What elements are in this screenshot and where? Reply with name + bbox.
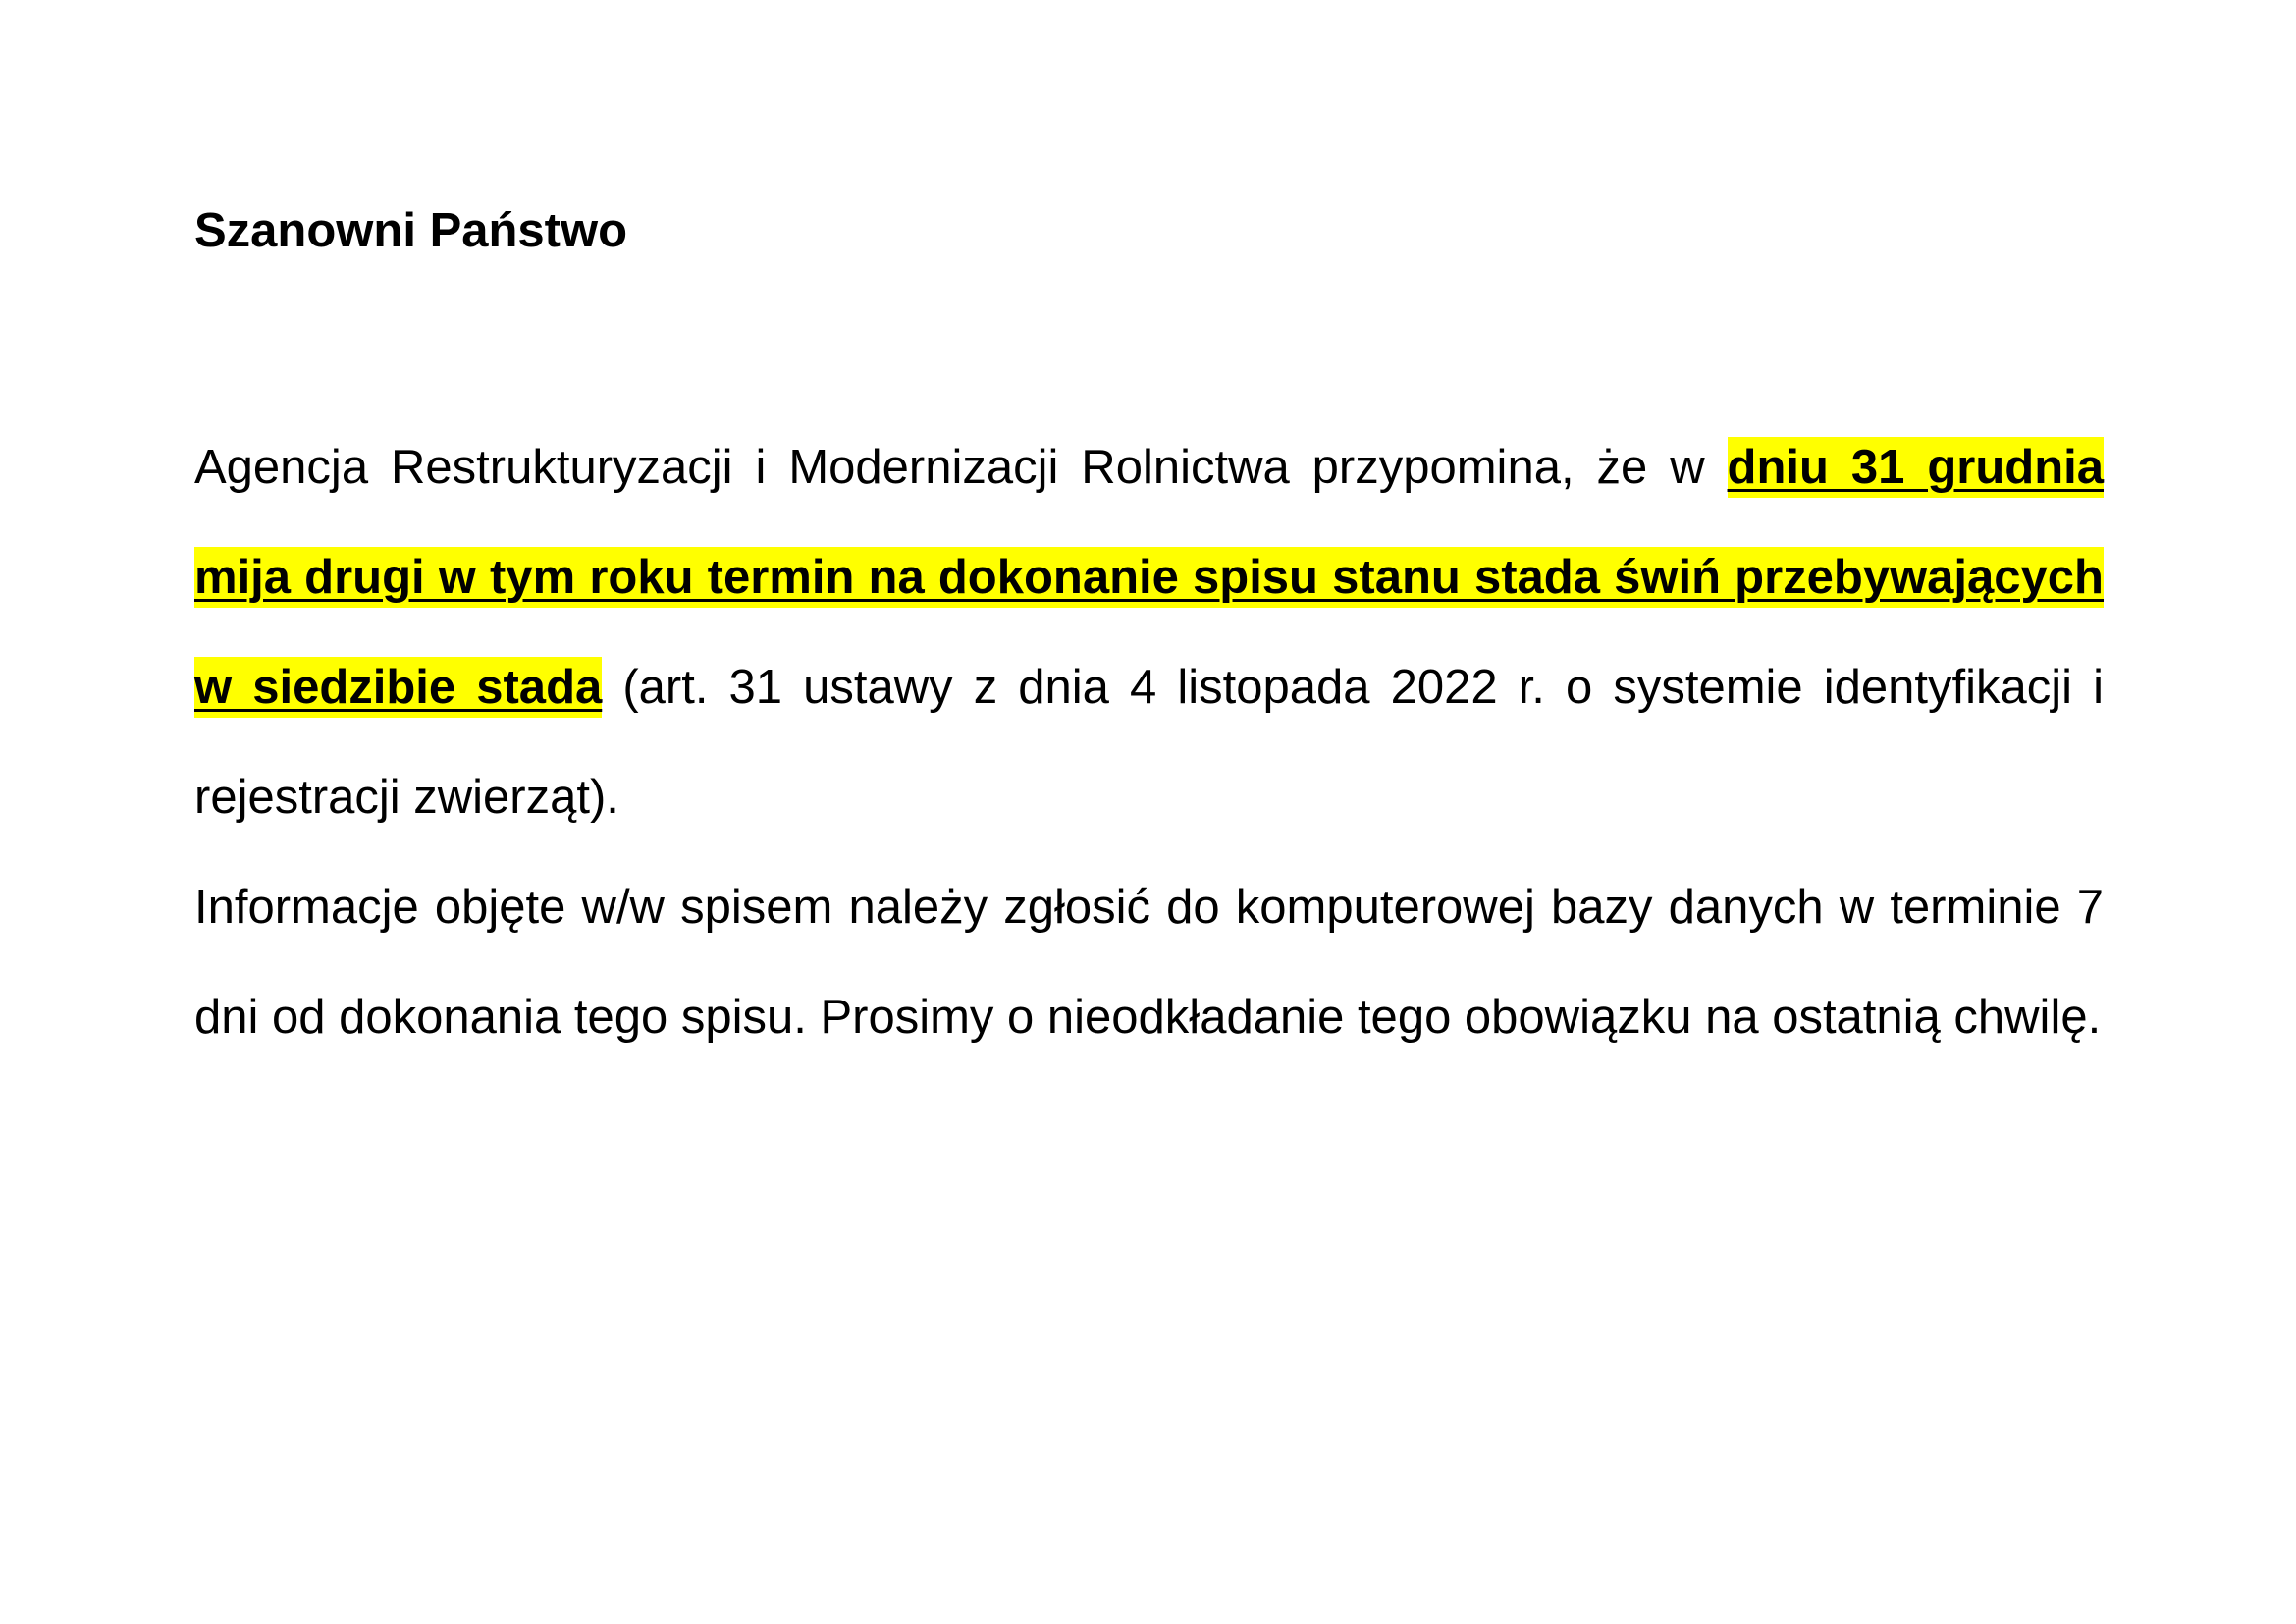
reminder-intro-text: Agencja Restrukturyzacji i Modernizacji Rolnictwa przypomina, że w (194, 441, 1728, 494)
deadline-highlight: dniu 31 grudnia mija drugi w tym roku termin na dokonanie spisu stanu stada świń przebywających w siedzibie stada (194, 437, 2104, 718)
letter-body (194, 412, 2104, 1072)
legal-reference-text: (art. 31 ustawy z dnia 4 listopada 2022 r. o systemie identyfikacji i rejestracji zwierząt). (194, 661, 2104, 824)
greeting-heading: Szanowni Państwo (194, 204, 628, 257)
paragraph-reminder (194, 412, 2104, 852)
paragraph-reporting: Informacje objęte w/w spisem należy zgłosić do komputerowej bazy danych w terminie 7 dni od dokonania tego spisu. Prosimy o nieodkładanie tego obowiązku na ostatnią chwilę. (194, 881, 2104, 1044)
